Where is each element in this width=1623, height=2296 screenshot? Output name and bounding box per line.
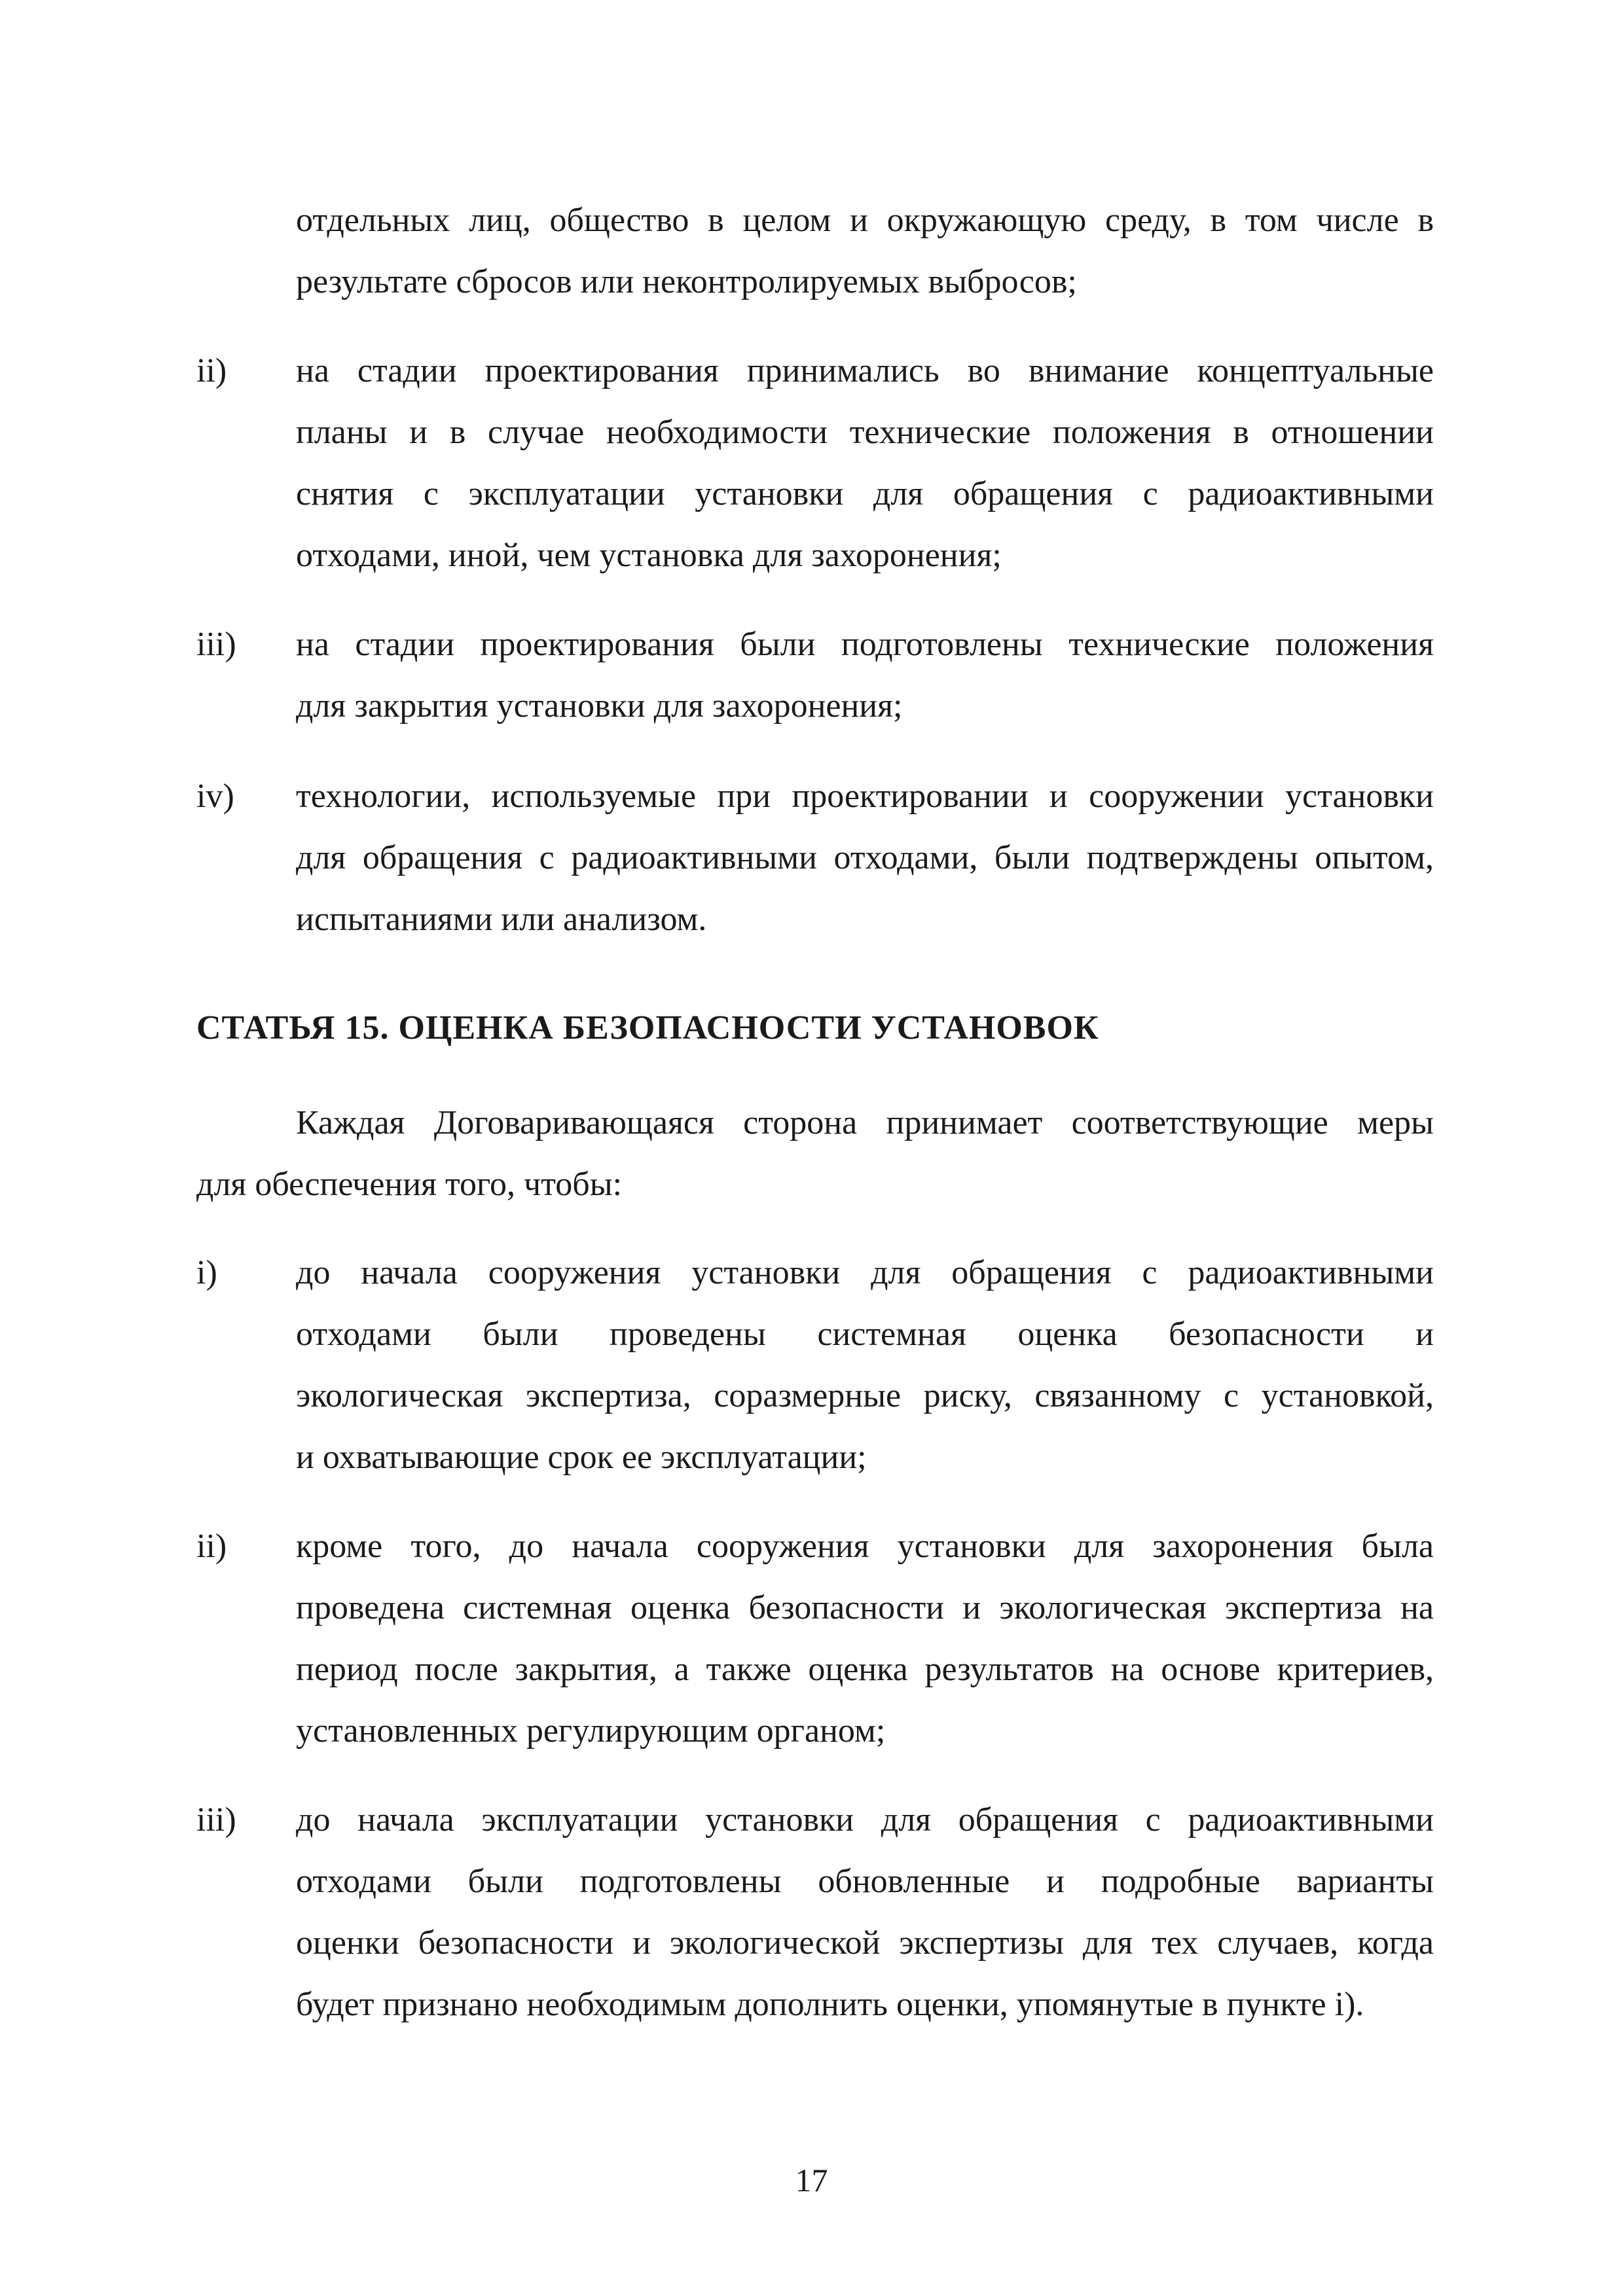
text-line: проведена системная оценка безопасности и экологическая экспертиза на	[296, 1589, 1434, 1626]
list-item-label: iv)	[196, 778, 234, 815]
text-line: отходами были подготовлены обновленные и подробные варианты	[296, 1863, 1434, 1900]
list-item-label: ii)	[196, 1528, 227, 1565]
text-line: отходами были проведены системная оценка безопасности и	[296, 1316, 1434, 1353]
text-line: снятия с эксплуатации установки для обращения с радиоактивными	[296, 475, 1434, 512]
text-line: на стадии проектирования принимались во внимание концептуальные	[296, 352, 1434, 389]
text-line: установленных регулирующим органом;	[296, 1712, 886, 1749]
text-line: экологическая экспертиза, соразмерные риску, связанному с установкой,	[296, 1377, 1434, 1414]
text-line: до начала эксплуатации установки для обращения с радиоактивными	[296, 1801, 1434, 1839]
text-line: отходами, иной, чем установка для захоронения;	[296, 537, 1002, 574]
list-item-label: i)	[196, 1254, 217, 1291]
text-line: отдельных лиц, общество в целом и окружающую среду, в том числе в	[296, 202, 1434, 239]
list-item-label: iii)	[196, 626, 236, 663]
article-heading: СТАТЬЯ 15. ОЦЕНКА БЕЗОПАСНОСТИ УСТАНОВОК	[196, 1009, 1099, 1047]
text-line: для обращения с радиоактивными отходами, были подтверждены опытом,	[296, 839, 1434, 876]
list-item-label: ii)	[196, 352, 227, 389]
text-line: оценки безопасности и экологической экспертизы для тех случаев, когда	[296, 1924, 1434, 1962]
list-item-label: iii)	[196, 1801, 236, 1839]
text-line: на стадии проектирования были подготовлены технические положения	[296, 626, 1434, 663]
page-number: 17	[795, 2162, 828, 2198]
text-line: кроме того, до начала сооружения установки для захоронения была	[296, 1528, 1434, 1565]
text-line: Каждая Договаривающаяся сторона принимает соответствующие меры	[296, 1104, 1434, 1141]
text-line: для обеспечения того, чтобы:	[196, 1166, 623, 1203]
text-line: будет признано необходимым дополнить оценки, упомянутые в пункте i).	[296, 1986, 1364, 2023]
text-line: период после закрытия, а также оценка результатов на основе критериев,	[296, 1651, 1434, 1688]
text-line: планы и в случае необходимости технические положения в отношении	[296, 414, 1434, 451]
text-line: для закрытия установки для захоронения;	[296, 687, 903, 725]
text-line: до начала сооружения установки для обращения с радиоактивными	[296, 1254, 1434, 1291]
text-line: результате сбросов или неконтролируемых выбросов;	[296, 263, 1077, 300]
text-line: и охватывающие срок ее эксплуатации;	[296, 1439, 867, 1476]
text-line: испытаниями или анализом.	[296, 901, 707, 938]
text-line: технологии, используемые при проектировании и сооружении установки	[296, 778, 1434, 815]
